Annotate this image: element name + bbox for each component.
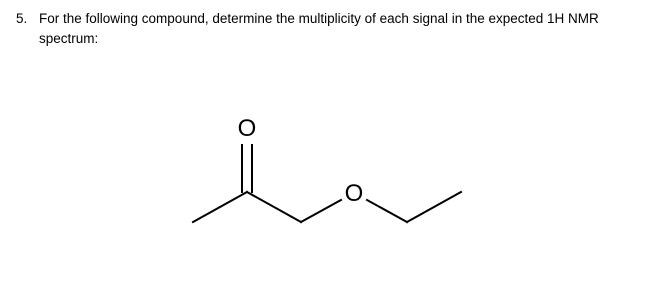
bond-ch3-c1: [193, 192, 247, 222]
question-number: 5.: [16, 11, 28, 26]
bond-o-ch2: [367, 200, 407, 222]
ether-oxygen-label: O: [344, 180, 364, 207]
bond-ch2-o: [301, 200, 341, 222]
bond-ch2-ch3: [407, 192, 461, 222]
bond-c1-ch2: [247, 192, 301, 222]
question-text: For the following compound, determine the multiplicity of each signal in the expected 1H NMR spectrum:: [39, 11, 599, 46]
carbonyl-oxygen-label: O: [237, 115, 257, 142]
